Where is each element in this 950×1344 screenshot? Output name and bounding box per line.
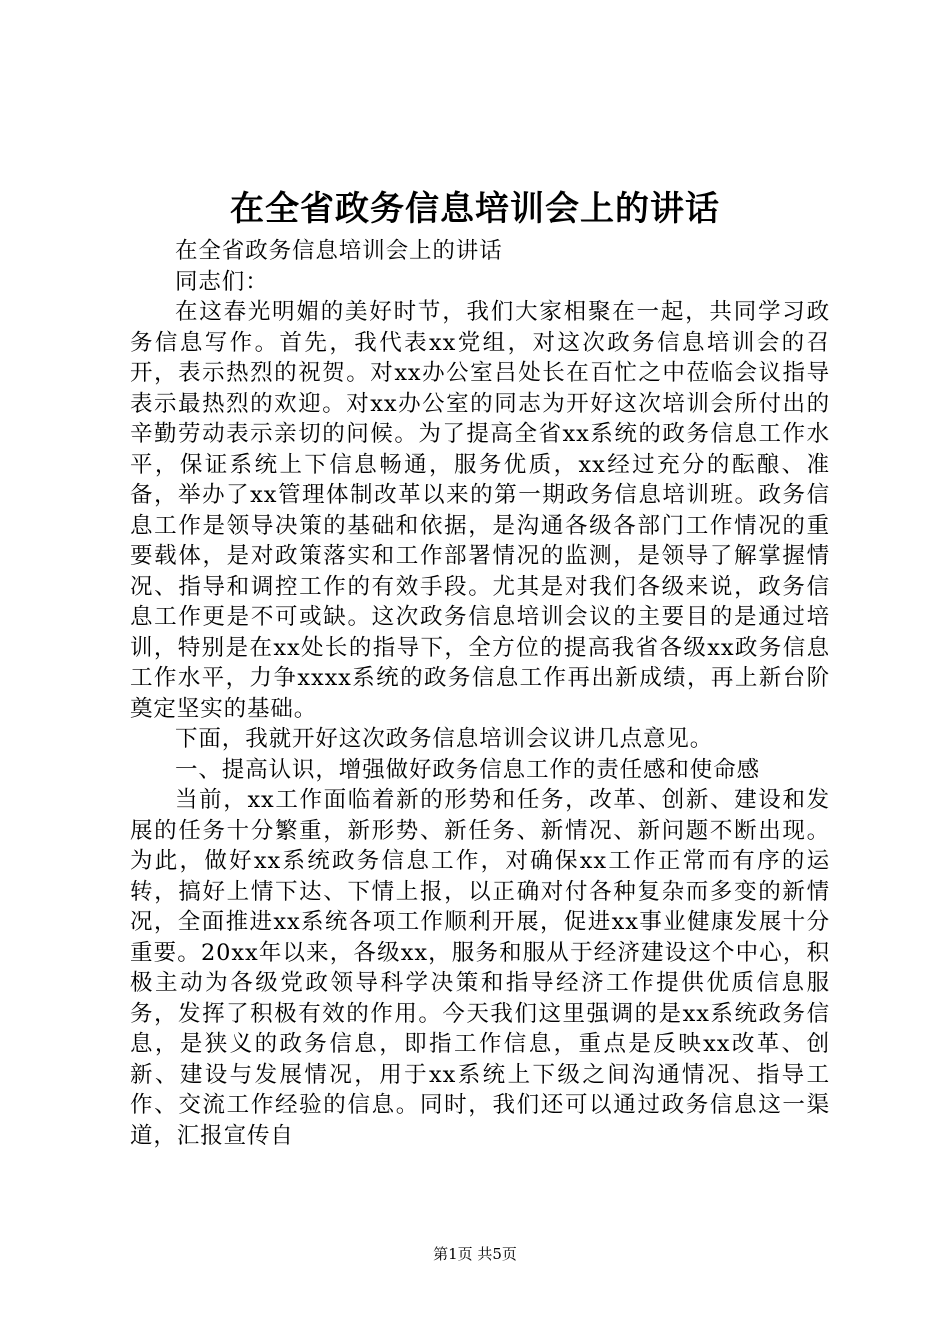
body-paragraph: 在这春光明媚的美好时节，我们大家相聚在一起，共同学习政务信息写作。首先，我代表xx党组，对这次政务信息培训会的召开，表示热烈的祝贺。对xx办公室吕处长在百忙之中莅临会议指导表示最热烈的欢迎。对xx办公室的同志为开好这次培训会所付出的辛勤劳动表示亲切的问候。为了提高全省xx系统的政务信息工作水平，保证系统上下信息畅通，服务优质，xx经过充分的酝酿、准备，举办了xx管理体制改革以来的第一期政务信息培训班。政务信息工作是领导决策的基础和依据，是沟通各级各部门工作情况的重要载体，是对政策落实和工作部署情况的监测，是领导了解掌握情况、指导和调控工作的有效手段。尤其是对我们各级来说，政务信息工作更是不可或缺。这次政务信息培训会议的主要目的是通过培训，特别是在xx处长的指导下，全方位的提高我省各级xx政务信息工作水平，力争xxxx系统的政务信息工作再出新成绩，再上新台阶奠定坚实的基础。 <box>130 299 830 722</box>
salutation-paragraph: 同志们： <box>175 268 269 295</box>
body-paragraph: 下面，我就开好这次政务信息培训会议讲几点意见。 <box>175 726 714 752</box>
page-footer <box>0 1244 950 1264</box>
page-number: 第1页 共5页 <box>433 1245 517 1263</box>
body-paragraph: 当前，xx工作面临着新的形势和任务，改革、创新、建设和发展的任务十分繁重，新形势、新任务、新情况、新问题不断出现。为此，做好xx系统政务信息工作，对确保xx工作正常而有序的运转，搞好上情下达、下情上报，以正确对付各种复杂而多变的新情况，全面推进xx系统各项工作顺利开展，促进xx事业健康发展十分重要。20xx年以来，各级xx，服务和服从于经济建设这个中心，积极主动为各级党政领导科学决策和指导经济工作提供优质信息服务，发挥了积极有效的作用。今天我们这里强调的是xx系统政务信息，是狭义的政务信息，即指工作信息，重点是反映xx改革、创新、建设与发展情况，用于xx系统上下级之间沟通情况、指导工作、交流工作经验的信息。同时，我们还可以通过政务信息这一渠道，汇报宣传自 <box>130 787 830 1149</box>
document-title: 在全省政务信息培训会上的讲话 <box>230 189 720 229</box>
section-heading: 一、提高认识，增强做好政务信息工作的责任感和使命感 <box>175 756 761 783</box>
subtitle-paragraph: 在全省政务信息培训会上的讲话 <box>175 238 503 264</box>
document-body <box>130 236 830 1151</box>
